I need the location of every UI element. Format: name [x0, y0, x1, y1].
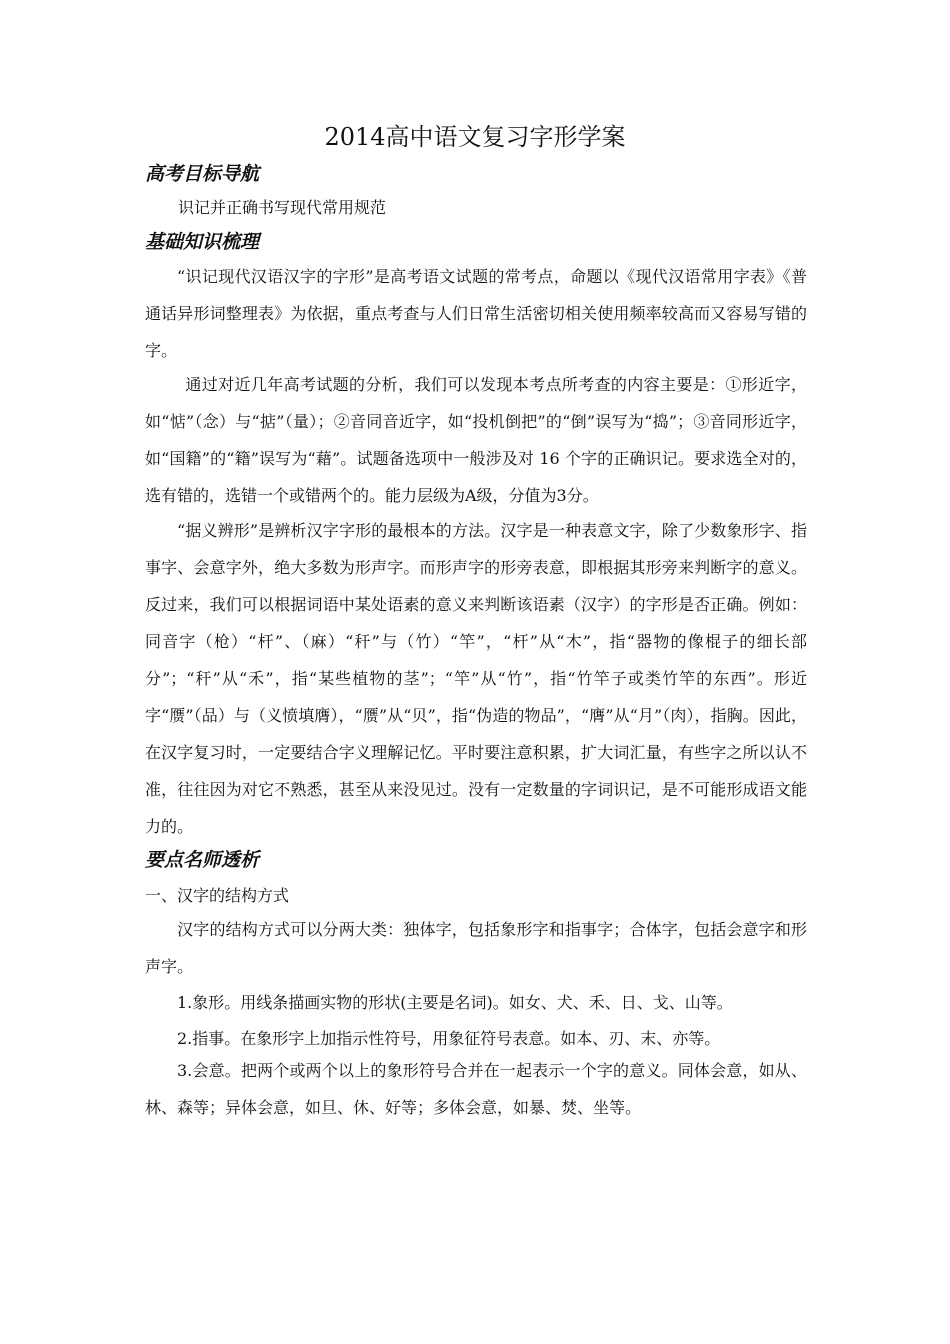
paragraph-1-text: “识记现代汉语汉字的字形”是高考语文试题的常考点，命题以《现代汉语常用字表》《普通话异形词整理表》为依据，重点考查与人们日常生活密切相关使用频率较高而又容易写错的字。: [145, 267, 807, 360]
list-item-3: [145, 1052, 807, 1126]
paragraph-3: [145, 512, 807, 845]
list-item-1-text: 1.象形。用线条描画实物的形状(主要是名词)。如女、犬、禾、日、戈、山等。: [177, 993, 733, 1012]
list-item-3-text: 3.会意。把两个或两个以上的象形符号合并在一起表示一个字的意义。同体会意，如从、林、森等；异体会意，如旦、休、好等；多体会意，如暴、焚、坐等。: [145, 1061, 807, 1117]
paragraph-1: [145, 258, 807, 369]
subsection-title: 一、汉字的结构方式: [145, 886, 290, 905]
section-heading-key-points: 要点名师透析: [145, 849, 260, 871]
paragraph-3-text: “据义辨形”是辨析汉字字形的最根本的方法。汉字是一种表意文字，除了少数象形字、指事字、会意字外，绝大多数为形声字。而形声字的形旁表意，即根据其形旁来判断字的意义。反过来，我们可以根据词语中某处语素的意义来判断该语素（汉字）的字形是否正确。例如：同音字（枪）“杆”、（麻）“秆”与（竹）“竿”，“杆”从“木”，指“器物的像棍子的细长部分”；“秆”从“禾”，指“某些植物的茎”；“竿”从“竹”，指“竹竿子或类竹竿的东西”。形近字“赝”（品）与（义愤填膺），“赝”从“贝”，指“伪造的物品”，“膺”从“月”（肉），指胸。因此，在汉字复习时，一定要结合字义理解记忆。平时要注意积累，扩大词汇量，有些字之所以认不准，往往因为对它不熟悉，甚至从来没见过。没有一定数量的字词识记，是不可能形成语文能力的。: [145, 521, 807, 836]
goal-text: 识记并正确书写现代常用规范: [178, 198, 387, 217]
paragraph-4-text: 汉字的结构方式可以分两大类：独体字，包括象形字和指事字；合体字，包括会意字和形声字。: [145, 920, 807, 976]
list-item-2-text: 2.指事。在象形字上加指示性符号，用象征符号表意。如本、刃、末、亦等。: [177, 1029, 721, 1048]
list-item-1: [145, 984, 807, 1021]
paragraph-4: [145, 911, 807, 985]
paragraph-2-text: 通过对近几年高考试题的分析，我们可以发现本考点所考查的内容主要是：①形近字，如“惦”（念）与“掂”（量）；②音同音近字，如“投机倒把”的“倒”误写为“捣”；③音同形近字，如“国籍”的“籍”误写为“藉”。试题备选项中一般涉及对 16 个字的正确识记。要求选全对的，选有错的，选错一个或错两个的。能力层级为A级，分值为3分。: [145, 375, 807, 505]
page-title: 2014高中语文复习字形学案: [324, 123, 626, 151]
section-heading-goals: 高考目标导航: [145, 163, 260, 185]
paragraph-2: [145, 366, 807, 514]
section-heading-basics: 基础知识梳理: [145, 231, 260, 253]
